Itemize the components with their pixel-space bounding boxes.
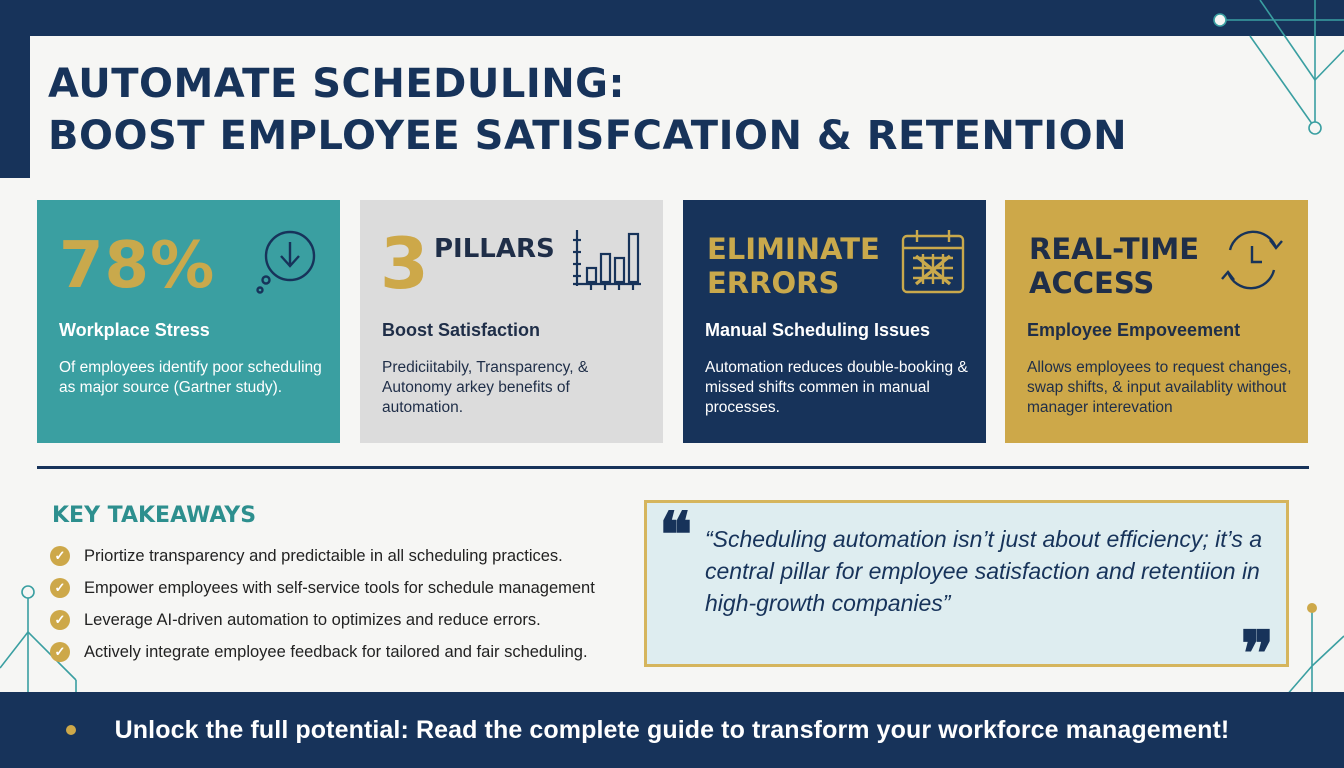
check-circle-icon: ✓ (50, 578, 70, 598)
key-takeaways-list (50, 540, 595, 668)
takeaway-text: Actively integrate employee feedback for tailored and fair scheduling. (84, 642, 588, 661)
title-line-2: BOOST EMPLOYEE SATISFCATION & RETENTION (48, 113, 1128, 159)
takeaway-text: Empower employees with self-service tools for schedule management (84, 578, 595, 597)
stat-word: PILLARS (434, 234, 555, 264)
takeaway-text: Priortize transparency and predictaible in all scheduling practices. (84, 546, 563, 565)
stat-heading-line-2: ACCESS (1029, 266, 1155, 300)
stat-heading-line-1: ELIMINATE (707, 232, 880, 266)
stat-number: 3 (380, 223, 430, 305)
stat-heading-line-1: REAL-TIME (1029, 232, 1200, 266)
stat-card-eliminate-errors (683, 200, 986, 443)
card-body: Automation reduces double-booking & missed shifts commen in manual processes. (705, 359, 968, 416)
card-subtitle: Manual Scheduling Issues (705, 320, 931, 340)
card-subtitle: Employee Empoveement (1027, 320, 1241, 340)
close-quote-icon: ❞ (1240, 617, 1274, 690)
list-item (50, 636, 595, 668)
card-subtitle: Boost Satisfaction (382, 320, 541, 340)
card-body: Of employees identify poor scheduling as major source (Gartner study). (59, 359, 322, 396)
cta-banner[interactable] (0, 692, 1344, 768)
card-body: Prediciitabily, Transparency, & Autonomy arkey benefits of automation. (382, 359, 589, 416)
section-divider (37, 466, 1309, 469)
network-decoration-top-right (1200, 0, 1344, 150)
check-circle-icon: ✓ (50, 642, 70, 662)
stat-heading (707, 232, 880, 300)
list-item (50, 572, 595, 604)
calendar-x-icon (900, 228, 966, 296)
bar-chart-icon (571, 228, 643, 292)
stat-heading (1029, 232, 1199, 300)
top-banner-bar (0, 0, 1344, 36)
key-takeaways-heading: KEY TAKEAWAYS (52, 503, 257, 528)
cta-text[interactable]: Unlock the full potential: Read the complete guide to transform your workforce management! (114, 715, 1230, 744)
left-accent-tab (0, 0, 30, 178)
stat-card-real-time-access (1005, 200, 1308, 443)
stat-heading-line-2: ERRORS (707, 266, 840, 300)
quote-box (644, 498, 1289, 690)
title-line-1: AUTOMATE SCHEDULING: (48, 61, 626, 107)
check-circle-icon: ✓ (50, 546, 70, 566)
speech-bubble-download-icon (256, 228, 320, 294)
stat-value: 78% (59, 229, 216, 303)
card-subtitle: Workplace Stress (59, 320, 210, 340)
stat-card-boost-satisfaction (360, 200, 663, 443)
check-circle-icon: ✓ (50, 610, 70, 630)
open-quote-icon: ❝ (659, 498, 693, 571)
stat-card-workplace-stress (37, 200, 340, 443)
takeaway-text: Leverage AI-driven automation to optimizes and reduce errors. (84, 610, 541, 629)
card-body: Allows employees to request changes, swap shifts, & input availablity without manager interevation (1027, 359, 1292, 416)
page-title (48, 58, 1127, 162)
list-item (50, 540, 595, 572)
clock-refresh-icon (1216, 228, 1288, 292)
quote-text: “Scheduling automation isn’t just about efficiency; it’s a central pillar for employee satisfaction and retentiion in high-growth companies” (705, 526, 1262, 616)
list-item (50, 604, 595, 636)
